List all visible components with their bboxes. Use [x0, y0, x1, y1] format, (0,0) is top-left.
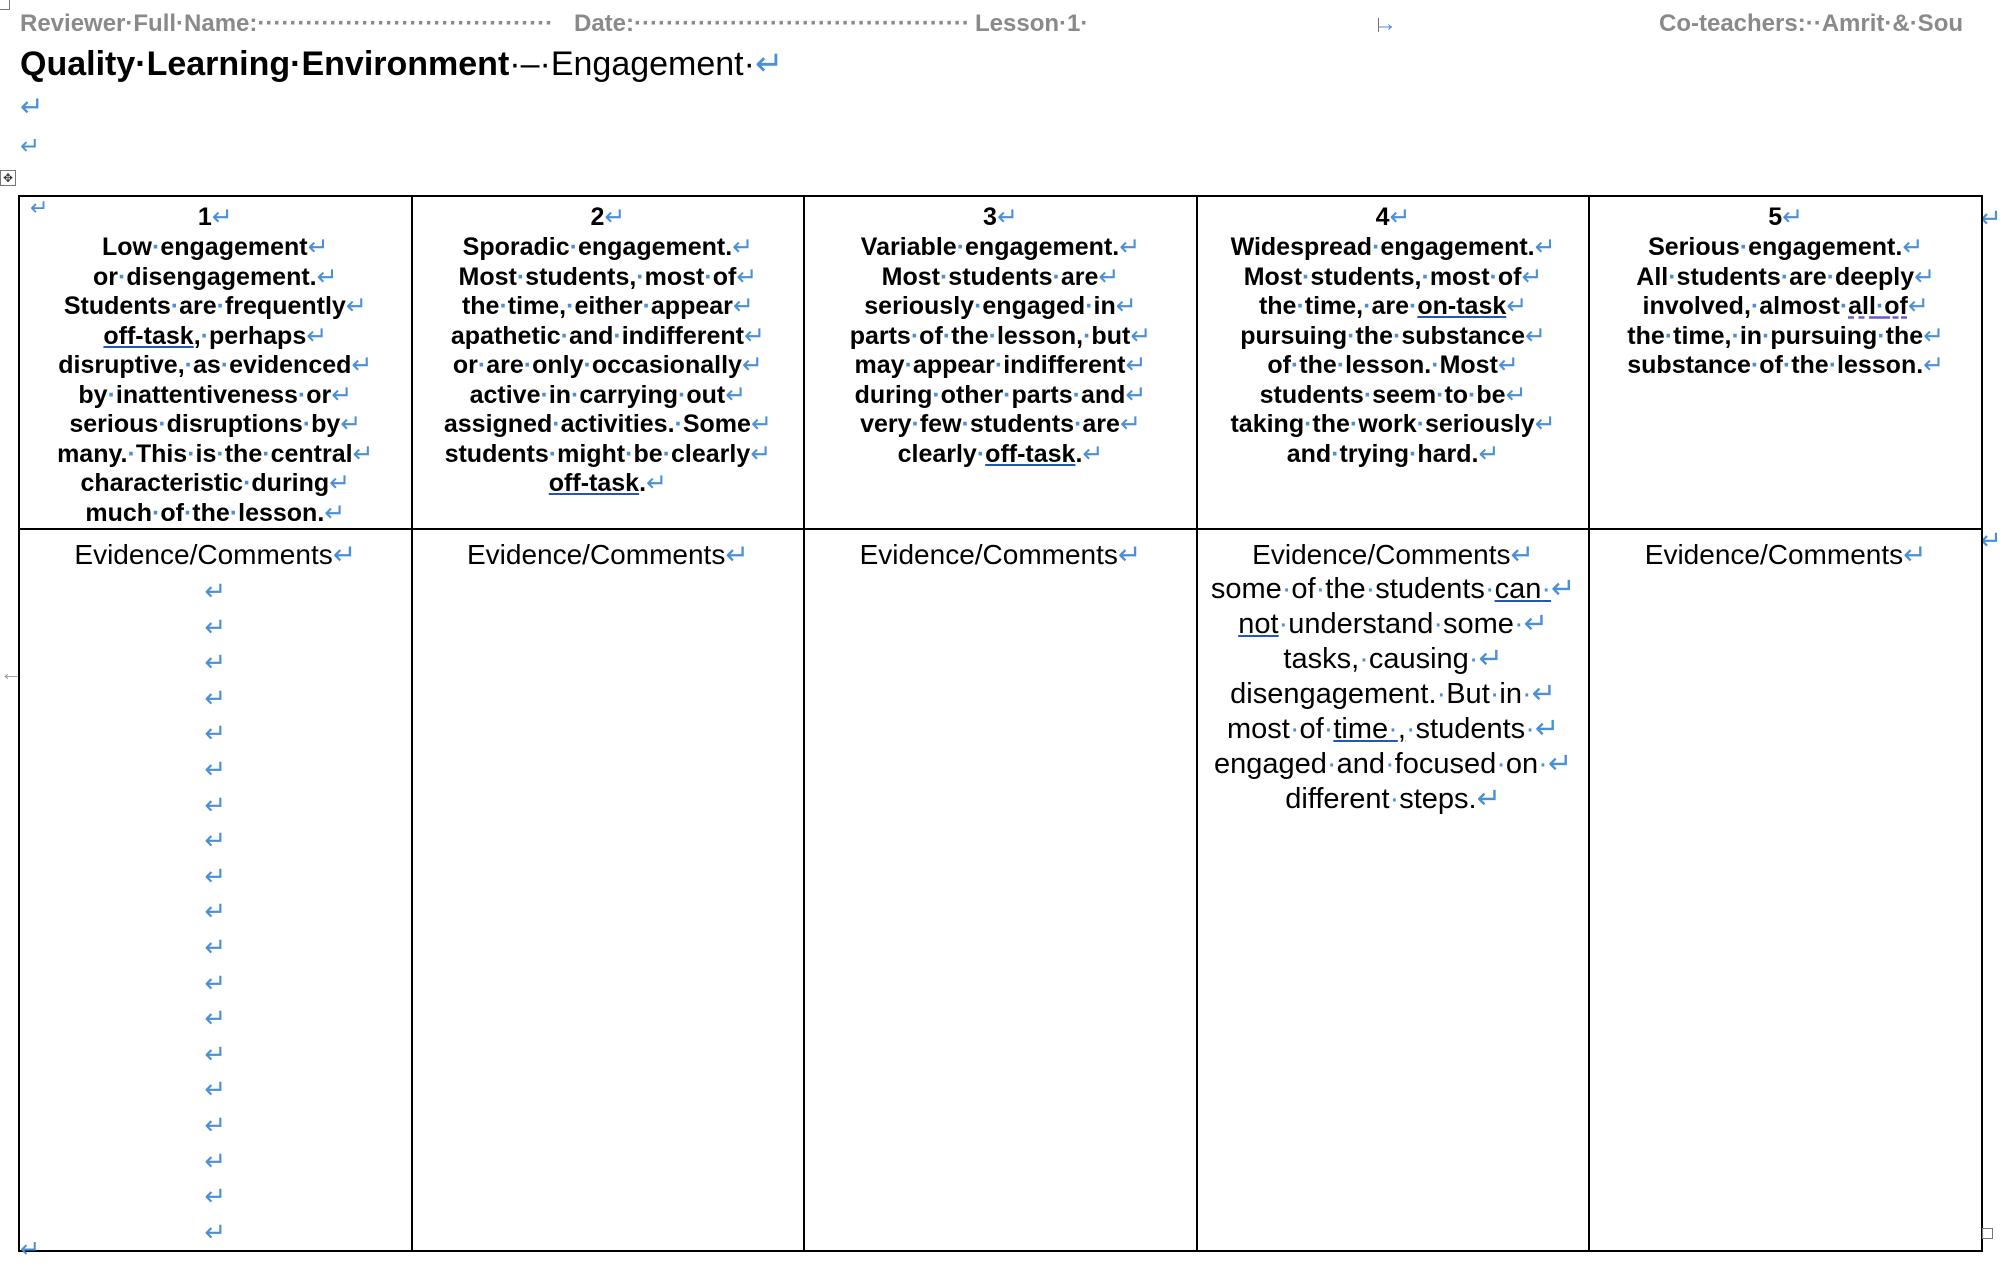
empty-paragraph-mark: ↵	[204, 931, 227, 962]
table-move-handle-icon[interactable]: ✥	[0, 170, 16, 186]
descriptor-line: clearly·off-task.↵	[897, 439, 1104, 468]
descriptor-line: involved,·almost·all·of↵	[1642, 292, 1929, 320]
descriptor-line: apathetic·and·indifferent↵	[450, 321, 765, 350]
descriptor	[421, 233, 796, 499]
descriptor	[1598, 233, 1973, 381]
descriptor-line: Most·students·are↵	[881, 262, 1120, 291]
evidence-label: Evidence/Comments	[1644, 539, 1904, 570]
row-end-mark-icon: ↵	[1980, 203, 2002, 233]
level-number: 1	[197, 203, 212, 231]
empty-paragraph-mark: ↵	[204, 1216, 227, 1247]
descriptor-line: students·might·be·clearly↵	[444, 439, 772, 468]
level-cell-3[interactable]: 3↵ Variable·engagement.↵ Most·students·are↵ seriously·engaged·in↵ parts·of·the·lesson,·but↵ may·appear·indifferent↵ during·other·parts·and↵ very·few·students·are↵ clearly·off-task.↵	[804, 196, 1197, 529]
coteachers-field: Co-teachers:··Amrit·&·Sou	[1659, 10, 1964, 37]
evidence-cell-4[interactable]: Evidence/Comments↵ some·of·the·students·can·↵ not·understand·some·↵ tasks,·causing·↵ disengagement.·But·in·↵ most·of·time·,·students·↵ engaged·and·focused·on·↵ different·steps.↵	[1197, 529, 1590, 1251]
empty-paragraph-mark: ↵	[204, 1074, 227, 1105]
margin-arrow-icon: ←	[0, 660, 22, 685]
comment-line: some·of·the·students·can·↵	[1210, 573, 1576, 605]
empty-paragraph-mark: ↵	[204, 825, 227, 856]
descriptor-line: Sporadic·engagement.↵	[462, 233, 754, 261]
descriptor-line: Variable·engagement.↵	[860, 233, 1141, 261]
level-cell-5[interactable]: 5↵ Serious·engagement.↵ All·students·are·deeply↵ involved,·almost·all·of↵ the·time,·in·pursuing·the↵ substance·of·the·lesson.↵	[1589, 196, 1982, 529]
rubric-table	[18, 195, 1983, 1252]
title-bold: Quality·Learning·Environment	[20, 45, 510, 83]
empty-paragraph-mark: ↵	[204, 718, 227, 749]
level-number: 4	[1375, 203, 1390, 231]
descriptor-line: students·seem·to·be↵	[1259, 380, 1527, 409]
evidence-label: Evidence/Comments	[466, 539, 726, 570]
descriptor-line: Low·engagement↵	[102, 233, 329, 261]
descriptor-line: disruptive,·as·evidenced↵	[58, 351, 373, 379]
empty-paragraphs	[28, 574, 403, 1250]
level-number: 3	[983, 203, 997, 231]
descriptor-line: or·disengagement.↵	[92, 262, 338, 291]
tab-arrow-icon: →	[1373, 10, 1397, 37]
level-cell-1[interactable]: 1↵ Low·engagement↵ or·disengagement.↵ Students·are·frequently↵ off-task,·perhaps↵ disruptive,·as·evidenced↵ by·inattentiveness·or↵ serious·disruptions·by↵ many.·This·is·the·central↵ characteristic·during↵ much·of·the·lesson.↵	[19, 196, 412, 529]
descriptor	[813, 233, 1188, 469]
empty-paragraph-mark: ↵	[204, 647, 227, 678]
comment-line: not·understand·some·↵	[1238, 608, 1548, 640]
empty-paragraph-mark: ↵	[204, 967, 227, 998]
comment-line: tasks,·causing·↵	[1283, 643, 1503, 675]
title-rest: ·–·Engagement·	[509, 45, 755, 83]
descriptor-line: serious·disruptions·by↵	[69, 410, 362, 438]
empty-paragraph-mark: ↵	[204, 789, 227, 820]
descriptor-line: of·the·lesson.·Most↵	[1267, 351, 1519, 379]
level-cell-2[interactable]: 2↵ Sporadic·engagement.↵ Most·students,·most·of↵ the·time,·either·appear↵ apathetic·and·indifferent↵ or·are·only·occasionally↵ active·in·carrying·out↵ assigned·activities.·Some↵ students·might·be·clearly↵ off-task.↵	[412, 196, 805, 529]
descriptor-line: by·inattentiveness·or↵	[78, 380, 353, 409]
page-title	[20, 44, 783, 84]
empty-paragraph-mark: ↵	[204, 1038, 227, 1069]
descriptor-line: characteristic·during↵	[80, 469, 351, 497]
evidence-label: Evidence/Comments	[74, 539, 333, 570]
descriptor-line: parts·of·the·lesson,·but↵	[849, 321, 1152, 350]
evidence-cell-3[interactable]: Evidence/Comments↵	[804, 529, 1197, 1251]
level-number: 5	[1768, 203, 1783, 231]
margin-corner-mark	[1369, 18, 1379, 32]
empty-paragraph-mark: ↵	[204, 576, 227, 606]
date-field[interactable]: Date:··········································	[574, 10, 970, 37]
empty-paragraph-mark: ↵	[20, 133, 41, 160]
evidence-cell-2[interactable]: Evidence/Comments↵	[412, 529, 805, 1251]
empty-paragraph-mark: ↵	[204, 1003, 227, 1034]
comment-line: most·of·time·,·students·↵	[1226, 713, 1560, 745]
descriptor-line: All·students·are·deeply↵	[1636, 262, 1936, 291]
comment-line: disengagement.·But·in·↵	[1230, 678, 1556, 710]
evidence-label: Evidence/Comments	[1252, 539, 1511, 570]
comment-line: different·steps.↵	[1285, 783, 1501, 815]
descriptor-line: many.·This·is·the·central↵	[57, 439, 374, 468]
descriptor-line: taking·the·work·seriously↵	[1230, 410, 1556, 438]
descriptor-line: pursuing·the·substance↵	[1240, 321, 1546, 350]
descriptor-line: Serious·engagement.↵	[1648, 233, 1924, 261]
empty-paragraph-mark: ↵	[204, 1145, 227, 1176]
evidence-label: Evidence/Comments	[859, 539, 1118, 570]
descriptor	[28, 233, 403, 528]
descriptor-line: very·few·students·are↵	[860, 410, 1141, 438]
comment-line: engaged·and·focused·on·↵	[1214, 748, 1573, 780]
descriptor-line: seriously·engaged·in↵	[864, 292, 1137, 320]
descriptor-line: assigned·activities.·Some↵	[443, 410, 772, 438]
descriptor-line: the·time,·either·appear↵	[461, 292, 754, 320]
empty-paragraph-mark: ↵	[20, 1236, 41, 1263]
evidence-cell-1[interactable]: Evidence/Comments↵ ↵ ↵ ↵ ↵ ↵ ↵ ↵ ↵ ↵ ↵ ↵ ↵ ↵ ↵ ↵ ↵ ↵ ↵ ↵	[19, 529, 412, 1251]
descriptor-line: or·are·only·occasionally↵	[452, 351, 763, 379]
reviewer-field[interactable]: Reviewer·Full·Name:·····································	[20, 10, 554, 37]
descriptor-line: and·trying·hard.↵	[1286, 439, 1500, 468]
descriptor	[1206, 233, 1581, 469]
evidence-cell-5[interactable]: Evidence/Comments↵	[1589, 529, 1982, 1251]
descriptor-line: the·time,·are·on-task↵	[1258, 292, 1528, 320]
empty-paragraph-mark: ↵	[204, 860, 227, 891]
descriptor-line: the·time,·in·pursuing·the↵	[1627, 321, 1945, 350]
descriptor-line: substance·of·the·lesson.↵	[1627, 351, 1945, 379]
descriptor-line: off-task,·perhaps↵	[103, 321, 328, 350]
descriptor-line: active·in·carrying·out↵	[469, 380, 747, 409]
descriptor-line: Students·are·frequently↵	[63, 292, 367, 320]
descriptor-line: Most·students,·most·of↵	[1243, 262, 1543, 291]
descriptor-line: Most·students,·most·of↵	[458, 262, 758, 291]
lesson-label: Lesson·1·	[975, 10, 1089, 37]
header-line	[20, 10, 2005, 42]
descriptor-line: Widespread·engagement.↵	[1230, 233, 1556, 261]
empty-paragraph-mark: ↵	[204, 611, 227, 642]
descriptor-line: may·appear·indifferent↵	[854, 351, 1147, 379]
margin-corner-mark	[0, 0, 10, 10]
empty-paragraph-mark: ↵	[204, 896, 227, 927]
descriptor-line: off-task.↵	[548, 469, 667, 497]
empty-paragraph-mark: ↵	[20, 91, 44, 122]
table-resize-handle-icon[interactable]	[1982, 1228, 1993, 1239]
level-cell-4[interactable]: 4↵ Widespread·engagement.↵ Most·students,·most·of↵ the·time,·are·on-task↵ pursuing·the·substance↵ of·the·lesson.·Most↵ students·seem·to·be↵ taking·the·work·seriously↵ and·trying·hard.↵	[1197, 196, 1590, 529]
reviewer-comment	[1206, 572, 1581, 817]
row-end-mark-icon: ↵	[1980, 525, 2002, 555]
cell-mark-icon: ↵	[30, 195, 49, 220]
empty-paragraph-mark: ↵	[204, 1181, 227, 1212]
descriptor-line: during·other·parts·and↵	[854, 380, 1147, 409]
level-number: 2	[590, 203, 605, 231]
empty-paragraph-mark: ↵	[204, 753, 227, 784]
paragraph-mark-icon: ↵	[754, 45, 784, 83]
empty-paragraph-mark: ↵	[204, 1109, 227, 1140]
empty-paragraph-mark: ↵	[204, 682, 227, 713]
descriptor-line: much·of·the·lesson.↵	[85, 498, 346, 527]
